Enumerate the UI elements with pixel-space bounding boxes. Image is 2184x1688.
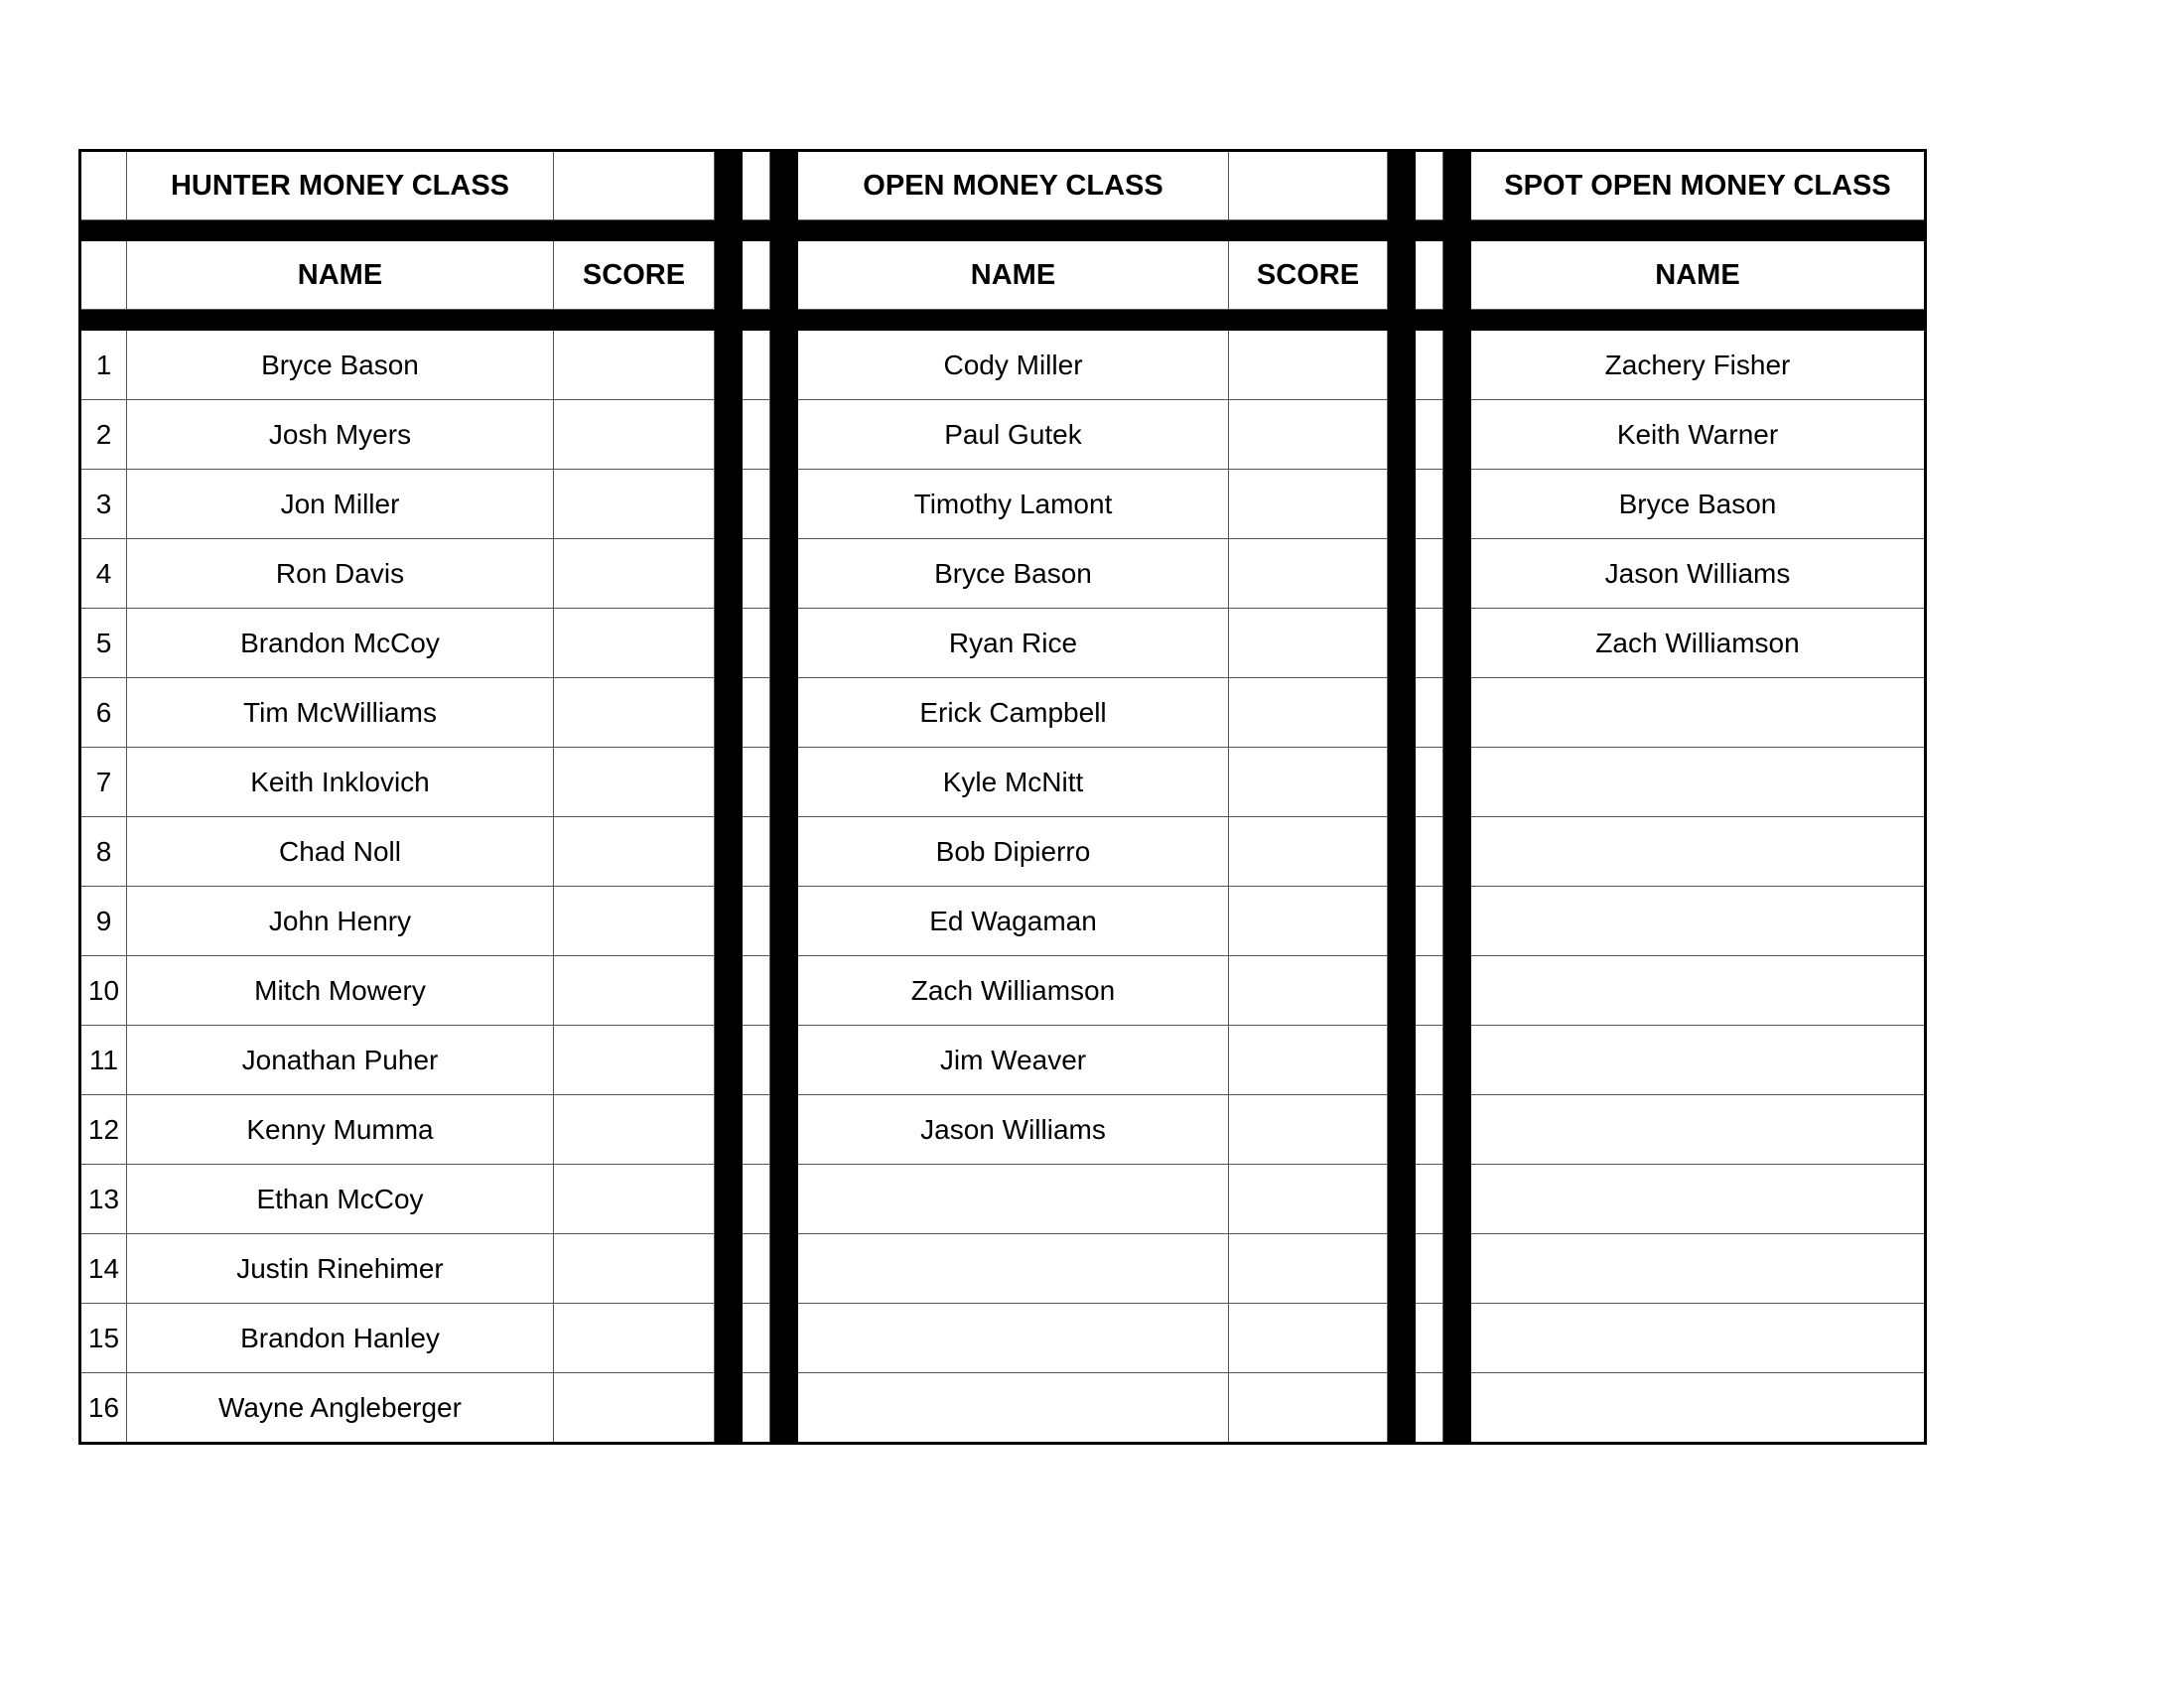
open-name-cell: Bryce Bason (798, 539, 1229, 609)
spot-open-name-cell (1471, 1095, 1926, 1165)
hunter-name-cell: Josh Myers (127, 400, 554, 470)
row-number: 7 (80, 748, 127, 817)
column-gap (743, 470, 770, 539)
separator-bar (80, 310, 1926, 331)
open-name-cell: Paul Gutek (798, 400, 1229, 470)
column-divider (715, 1304, 743, 1373)
column-gap (743, 1165, 770, 1234)
column-divider (1443, 678, 1471, 748)
column-divider (770, 1165, 798, 1234)
column-divider (1388, 1304, 1416, 1373)
open-name-cell (798, 1373, 1229, 1444)
column-divider (1388, 609, 1416, 678)
column-gap (1416, 1304, 1443, 1373)
column-divider (715, 678, 743, 748)
hunter-score-cell (554, 817, 715, 887)
hunter-score-cell (554, 678, 715, 748)
column-gap (743, 956, 770, 1026)
row-number: 11 (80, 1026, 127, 1095)
column-gap (1416, 887, 1443, 956)
column-divider (715, 956, 743, 1026)
column-divider (770, 817, 798, 887)
class-title-row (80, 151, 1926, 220)
column-gap (1416, 817, 1443, 887)
table-row (80, 887, 1926, 956)
open-name-cell: Bob Dipierro (798, 817, 1229, 887)
column-divider (770, 1234, 798, 1304)
column-divider (770, 956, 798, 1026)
hunter-score-cell (554, 331, 715, 400)
hunter-name-cell: Ron Davis (127, 539, 554, 609)
spot-open-name-cell (1471, 1304, 1926, 1373)
column-divider (1388, 678, 1416, 748)
column-divider (715, 1165, 743, 1234)
row-number: 15 (80, 1304, 127, 1373)
column-gap (1416, 400, 1443, 470)
column-gap (1416, 748, 1443, 817)
column-divider (1443, 748, 1471, 817)
hunter-score-cell (554, 748, 715, 817)
separator-bar (80, 220, 1926, 241)
separator-bar-cell (80, 310, 1926, 331)
column-gap (743, 1095, 770, 1165)
column-divider (1443, 151, 1471, 220)
column-divider (1388, 1165, 1416, 1234)
open-name-cell: Ed Wagaman (798, 887, 1229, 956)
hunter-name-cell: Kenny Mumma (127, 1095, 554, 1165)
column-divider (1443, 1304, 1471, 1373)
column-gap (743, 151, 770, 220)
column-divider (715, 241, 743, 310)
column-divider (1388, 887, 1416, 956)
spot-open-name-cell: Zachery Fisher (1471, 331, 1926, 400)
column-gap (743, 400, 770, 470)
hunter-name-cell: Brandon McCoy (127, 609, 554, 678)
column-divider (770, 151, 798, 220)
spot-open-name-cell: Bryce Bason (1471, 470, 1926, 539)
hunter-score-cell (554, 887, 715, 956)
column-divider (770, 609, 798, 678)
table-row (80, 470, 1926, 539)
hunter-score-cell (554, 1304, 715, 1373)
column-divider (715, 748, 743, 817)
class-roster-table (78, 149, 1927, 1445)
column-divider (1388, 151, 1416, 220)
hunter-title-blank-cell (554, 151, 715, 220)
hunter-name-cell: Mitch Mowery (127, 956, 554, 1026)
table-row (80, 1165, 1926, 1234)
spot-open-name-cell (1471, 1026, 1926, 1095)
row-number: 6 (80, 678, 127, 748)
column-gap (743, 1234, 770, 1304)
table-row (80, 748, 1926, 817)
column-divider (715, 400, 743, 470)
column-divider (715, 609, 743, 678)
hunter-score-cell (554, 1373, 715, 1444)
spot-open-name-cell: Zach Williamson (1471, 609, 1926, 678)
column-gap (743, 539, 770, 609)
column-gap (743, 241, 770, 310)
column-gap (743, 678, 770, 748)
column-divider (1443, 1373, 1471, 1444)
column-gap (743, 748, 770, 817)
hunter-score-cell (554, 400, 715, 470)
column-divider (1388, 1234, 1416, 1304)
column-divider (1388, 1373, 1416, 1444)
column-gap (1416, 470, 1443, 539)
spot-open-name-header: NAME (1471, 241, 1926, 310)
hunter-name-cell: Ethan McCoy (127, 1165, 554, 1234)
hunter-score-cell (554, 470, 715, 539)
hunter-name-header: NAME (127, 241, 554, 310)
spot-open-name-cell (1471, 956, 1926, 1026)
column-divider (1443, 1165, 1471, 1234)
column-divider (770, 1373, 798, 1444)
table-row (80, 400, 1926, 470)
column-gap (1416, 1234, 1443, 1304)
hunter-name-cell: Jon Miller (127, 470, 554, 539)
spot-open-name-cell: Keith Warner (1471, 400, 1926, 470)
column-gap (1416, 151, 1443, 220)
column-divider (1388, 1095, 1416, 1165)
separator-bar-cell (80, 220, 1926, 241)
open-name-cell: Jason Williams (798, 1095, 1229, 1165)
column-divider (1388, 400, 1416, 470)
table-row (80, 1234, 1926, 1304)
column-divider (770, 1026, 798, 1095)
column-divider (715, 539, 743, 609)
open-name-cell: Timothy Lamont (798, 470, 1229, 539)
column-divider (1388, 331, 1416, 400)
table-row (80, 817, 1926, 887)
column-divider (1443, 1026, 1471, 1095)
column-gap (1416, 956, 1443, 1026)
hunter-score-cell (554, 609, 715, 678)
column-divider (770, 331, 798, 400)
row-number: 8 (80, 817, 127, 887)
column-divider (715, 1234, 743, 1304)
column-divider (1443, 241, 1471, 310)
column-divider (1388, 817, 1416, 887)
table-row (80, 1026, 1926, 1095)
open-score-cell (1229, 748, 1388, 817)
open-score-cell (1229, 400, 1388, 470)
row-number: 14 (80, 1234, 127, 1304)
column-gap (1416, 539, 1443, 609)
column-divider (1443, 470, 1471, 539)
column-divider (715, 470, 743, 539)
open-score-cell (1229, 470, 1388, 539)
open-score-header: SCORE (1229, 241, 1388, 310)
column-gap (1416, 1165, 1443, 1234)
open-score-cell (1229, 817, 1388, 887)
open-score-cell (1229, 331, 1388, 400)
column-divider (1388, 748, 1416, 817)
column-divider (1443, 609, 1471, 678)
column-gap (743, 331, 770, 400)
column-divider (1443, 539, 1471, 609)
hunter-name-cell: Wayne Angleberger (127, 1373, 554, 1444)
column-gap (1416, 331, 1443, 400)
column-gap (1416, 609, 1443, 678)
column-divider (715, 331, 743, 400)
column-divider (1388, 539, 1416, 609)
column-divider (770, 470, 798, 539)
column-divider (1443, 331, 1471, 400)
column-divider (1388, 241, 1416, 310)
open-name-cell: Cody Miller (798, 331, 1229, 400)
column-divider (715, 817, 743, 887)
column-divider (715, 1095, 743, 1165)
row-number: 1 (80, 331, 127, 400)
spot-open-name-cell (1471, 1373, 1926, 1444)
column-gap (1416, 1373, 1443, 1444)
hunter-score-cell (554, 539, 715, 609)
column-divider (770, 678, 798, 748)
column-divider (770, 748, 798, 817)
row-number: 4 (80, 539, 127, 609)
open-score-cell (1229, 1165, 1388, 1234)
column-gap (743, 1026, 770, 1095)
hunter-name-cell: Keith Inklovich (127, 748, 554, 817)
row-number: 12 (80, 1095, 127, 1165)
open-score-cell (1229, 887, 1388, 956)
column-divider (715, 1026, 743, 1095)
row-number: 13 (80, 1165, 127, 1234)
table-row (80, 678, 1926, 748)
column-divider (1388, 470, 1416, 539)
column-divider (770, 1304, 798, 1373)
spot-open-name-cell (1471, 887, 1926, 956)
spot-open-name-cell (1471, 817, 1926, 887)
open-name-header: NAME (798, 241, 1229, 310)
open-score-cell (1229, 1026, 1388, 1095)
row-number: 10 (80, 956, 127, 1026)
hunter-name-cell: Bryce Bason (127, 331, 554, 400)
column-gap (1416, 678, 1443, 748)
hunter-name-cell: Chad Noll (127, 817, 554, 887)
open-name-cell: Kyle McNitt (798, 748, 1229, 817)
column-divider (1443, 887, 1471, 956)
row-number: 3 (80, 470, 127, 539)
open-score-cell (1229, 1095, 1388, 1165)
open-name-cell (798, 1304, 1229, 1373)
hunter-score-header: SCORE (554, 241, 715, 310)
column-divider (1388, 956, 1416, 1026)
column-divider (770, 400, 798, 470)
row-number: 16 (80, 1373, 127, 1444)
table-row (80, 609, 1926, 678)
open-score-cell (1229, 1304, 1388, 1373)
column-divider (1443, 817, 1471, 887)
open-name-cell: Ryan Rice (798, 609, 1229, 678)
spot-open-name-cell (1471, 678, 1926, 748)
hunter-score-cell (554, 1026, 715, 1095)
hunter-class-title: HUNTER MONEY CLASS (127, 151, 554, 220)
open-score-cell (1229, 956, 1388, 1026)
spot-open-name-cell (1471, 1165, 1926, 1234)
column-divider (1443, 400, 1471, 470)
open-title-blank-cell (1229, 151, 1388, 220)
hunter-name-cell: Jonathan Puher (127, 1026, 554, 1095)
table-row (80, 1373, 1926, 1444)
column-gap (743, 817, 770, 887)
open-score-cell (1229, 609, 1388, 678)
column-gap (743, 887, 770, 956)
column-gap (1416, 1095, 1443, 1165)
hunter-score-cell (554, 1165, 715, 1234)
title-corner-cell (80, 151, 127, 220)
row-number: 5 (80, 609, 127, 678)
column-divider (1443, 956, 1471, 1026)
table-row (80, 1304, 1926, 1373)
open-score-cell (1229, 1373, 1388, 1444)
column-gap (743, 1304, 770, 1373)
column-divider (715, 151, 743, 220)
open-class-title: OPEN MONEY CLASS (798, 151, 1229, 220)
column-divider (715, 1373, 743, 1444)
open-score-cell (1229, 678, 1388, 748)
column-gap (1416, 1026, 1443, 1095)
open-score-cell (1229, 1234, 1388, 1304)
spot-open-name-cell (1471, 748, 1926, 817)
column-gap (743, 609, 770, 678)
header-corner-cell (80, 241, 127, 310)
open-name-cell: Jim Weaver (798, 1026, 1229, 1095)
open-name-cell (798, 1165, 1229, 1234)
column-gap (1416, 241, 1443, 310)
hunter-score-cell (554, 1095, 715, 1165)
spot-open-class-title: SPOT OPEN MONEY CLASS (1471, 151, 1926, 220)
hunter-score-cell (554, 956, 715, 1026)
column-gap (743, 1373, 770, 1444)
open-score-cell (1229, 539, 1388, 609)
hunter-name-cell: Tim McWilliams (127, 678, 554, 748)
open-name-cell: Erick Campbell (798, 678, 1229, 748)
column-divider (1443, 1234, 1471, 1304)
column-divider (1443, 1095, 1471, 1165)
table-row (80, 1095, 1926, 1165)
column-header-row (80, 241, 1926, 310)
column-divider (770, 241, 798, 310)
column-divider (770, 1095, 798, 1165)
open-name-cell: Zach Williamson (798, 956, 1229, 1026)
spot-open-name-cell (1471, 1234, 1926, 1304)
row-number: 9 (80, 887, 127, 956)
table-row (80, 539, 1926, 609)
column-divider (715, 887, 743, 956)
hunter-score-cell (554, 1234, 715, 1304)
column-divider (770, 887, 798, 956)
column-divider (770, 539, 798, 609)
table-row (80, 956, 1926, 1026)
table-row (80, 331, 1926, 400)
spot-open-name-cell: Jason Williams (1471, 539, 1926, 609)
hunter-name-cell: Justin Rinehimer (127, 1234, 554, 1304)
hunter-name-cell: John Henry (127, 887, 554, 956)
hunter-name-cell: Brandon Hanley (127, 1304, 554, 1373)
row-number: 2 (80, 400, 127, 470)
column-divider (1388, 1026, 1416, 1095)
open-name-cell (798, 1234, 1229, 1304)
